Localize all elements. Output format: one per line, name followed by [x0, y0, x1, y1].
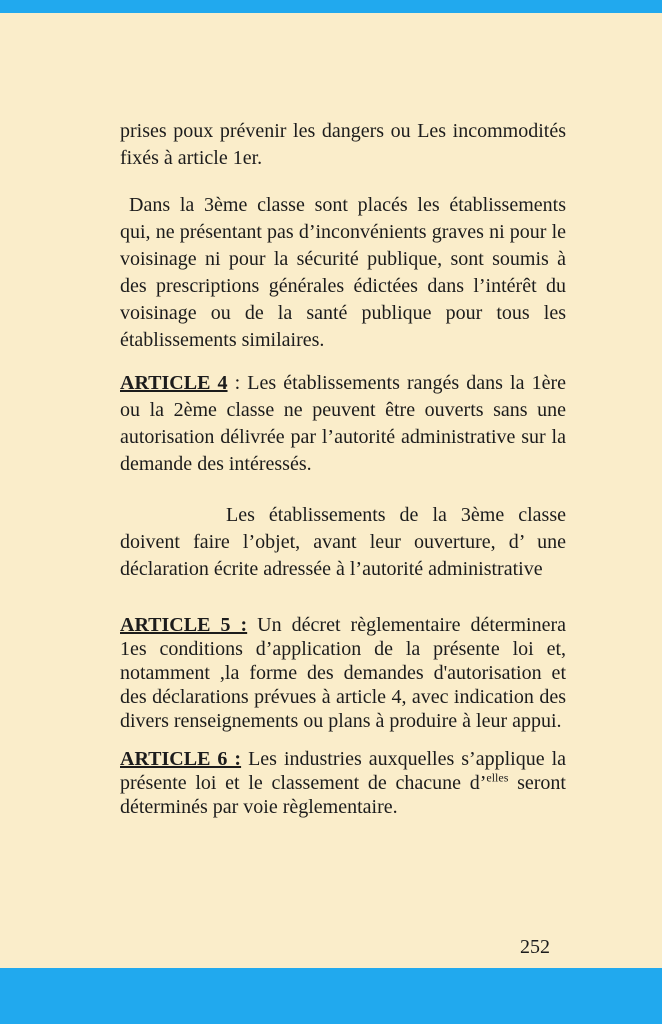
bottom-border-bar	[0, 968, 662, 1024]
paragraph-intro: prises poux prévenir les dangers ou Les incommodités fixés à article 1er.	[120, 120, 566, 169]
article-6-body-before: Les industries auxquelles s’applique la présente loi et le classement de chacune d’	[120, 748, 567, 794]
page-text-block	[120, 118, 566, 819]
article-6-body-after: seront déterminés par voie règlementaire.	[120, 772, 566, 818]
paragraph-article-4	[120, 370, 566, 478]
paragraph-article-5	[120, 613, 566, 733]
article-6-superscript: elles	[486, 770, 509, 785]
article-5-body: Un décret règlementaire déterminera 1es conditions d’application de la présente loi et, notamment ,la forme des demandes d'autorisation et des déclarations prévues à article 4, avec indication des divers renseignements ou plans à produire à leur appui.	[120, 614, 566, 732]
page-number: 252	[520, 936, 550, 958]
paragraph-article-6	[120, 747, 566, 819]
paragraph-3eme-classe: Dans la 3ème classe sont placés les établissements qui, ne présentant pas d’inconvénients graves ni pour le voisinage ni pour la sécurité publique, sont soumis à des prescriptions générales édictées dans l’intérêt du voisinage ou de la santé publique pour tous les établissements similaires.	[120, 194, 566, 351]
article-5-heading: ARTICLE 5 :	[120, 614, 248, 636]
paragraph-declaration: Les établissements de la 3ème classe doivent faire l’objet, avant leur ouverture, d’ une déclaration écrite adressée à l’autorité administrative	[120, 504, 566, 580]
article-6-heading: ARTICLE 6 :	[120, 748, 242, 770]
top-border-bar	[0, 0, 662, 13]
article-4-heading: ARTICLE 4	[120, 372, 228, 394]
article-4-body: : Les établissements rangés dans la 1ère ou la 2ème classe ne peuvent être ouverts sans une autorisation délivrée par l’autorité administrative sur la demande des intéressés.	[120, 372, 566, 475]
